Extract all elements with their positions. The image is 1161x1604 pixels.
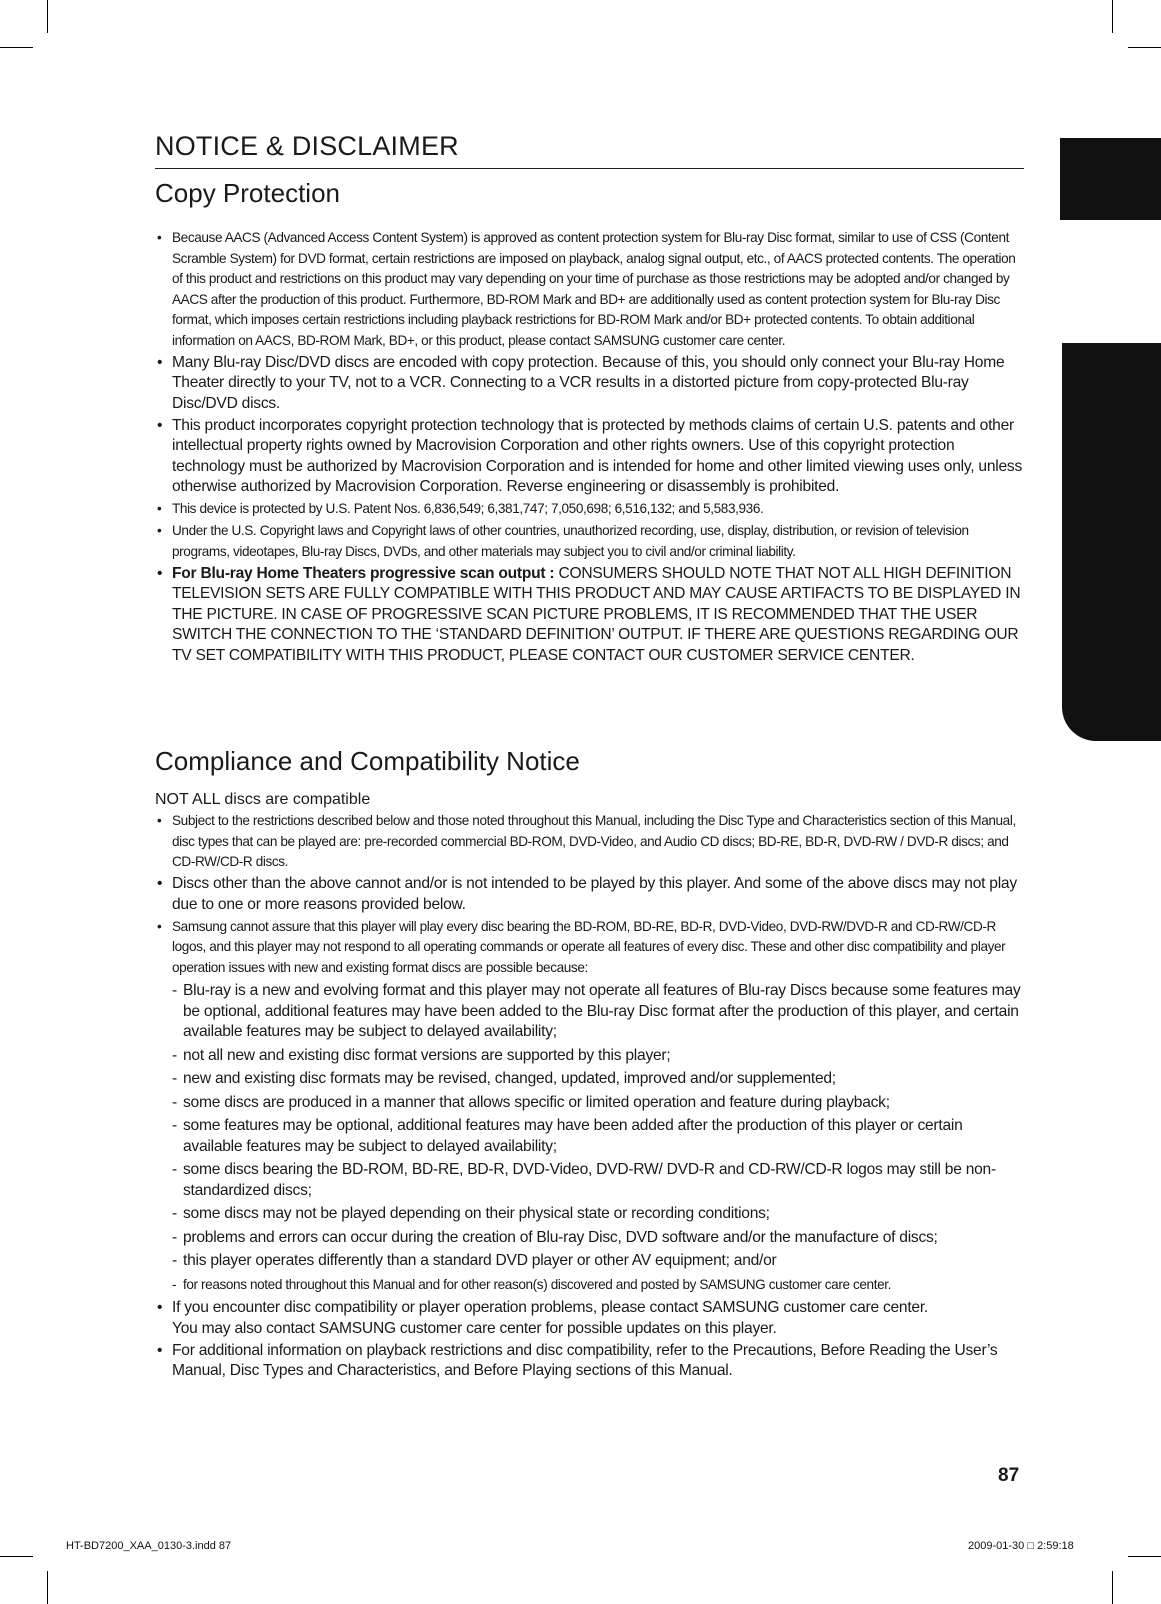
compliance-section: [155, 791, 1025, 1383]
reason-item: - some discs bearing the BD-ROM, BD-RE, BD-R, DVD-Video, DVD-RW/ DVD-R and CD-RW/CD-R logos may still be non-standardized discs;: [172, 1160, 1025, 1201]
page-title: NOTICE & DISCLAIMER: [155, 131, 459, 161]
compliance-subheading: NOT ALL discs are compatible: [155, 791, 371, 808]
list-item: • Subject to the restrictions described below and those noted throughout this Manual, including the Disc Type and Characteristics section of this Manual, disc types that can be played are: pre-recorded commercial BD-ROM, DVD-Video, and Audio CD discs; BD-RE, BD-R, DVD-RW / DVD-R discs; and CD-RW/CD-R discs.: [155, 811, 1025, 873]
crop-mark: [47, 0, 48, 33]
footer-file-slug: HT-BD7200_XAA_0130-3.indd 87: [66, 1540, 232, 1552]
footer-time: 2:59:18: [1037, 1540, 1074, 1552]
contact-line: If you encounter disc compatibility or player operation problems, please contact SAMSUNG customer care center.: [172, 1299, 929, 1316]
crop-mark: [1128, 47, 1161, 48]
section-heading-compliance: Compliance and Compatibility Notice: [155, 746, 580, 776]
reason-item: - problems and errors can occur during the creation of Blu-ray Disc, DVD software and/or the manufacture of discs;: [172, 1228, 1025, 1249]
side-tab-section: [1062, 343, 1161, 741]
footer-date: 2009-01-30: [968, 1540, 1025, 1552]
reason-item: - new and existing disc formats may be revised, changed, updated, improved and/or supplemented;: [172, 1069, 1025, 1090]
reason-item: - some discs may not be played depending on their physical state or recording conditions;: [172, 1204, 1025, 1225]
crop-mark: [47, 1571, 48, 1604]
bold-lead: For Blu-ray Home Theaters progressive scan output :: [172, 564, 555, 582]
reason-item: - some discs are produced in a manner that allows specific or limited operation and feature during playback;: [172, 1093, 1025, 1114]
reason-item: - this player operates differently than a standard DVD player or other AV equipment; and/or: [172, 1251, 1025, 1272]
list-item: • Discs other than the above cannot and/or is not intended to be played by this player. And some of the above discs may not play due to one or more reasons provided below.: [155, 874, 1025, 915]
list-item: [155, 1298, 1025, 1339]
list-item: [155, 917, 1025, 1296]
list-item: • This product incorporates copyright protection technology that is protected by methods claims of certain U.S. patents and other intellectual property rights owned by Macrovision Corporation and other rights owners. Use of this copyright protection technology must be authorized by Macrovision Corporation and is intended for home and other limited viewing uses only, unless otherwise authorized by Macrovision Corporation. Reverse engineering or disassembly is prohibited.: [155, 416, 1025, 498]
list-item: • This device is protected by U.S. Patent Nos. 6,836,549; 6,381,747; 7,050,698; 6,516,132; and 5,583,936.: [155, 499, 1025, 520]
crop-mark: [1128, 1556, 1161, 1557]
list-item: [155, 564, 1025, 667]
section-heading-copy-protection: Copy Protection: [155, 178, 340, 208]
reasons-list: [172, 981, 1025, 1295]
page-number: 87: [998, 1465, 1020, 1486]
reason-item: - for reasons noted throughout this Manual and for other reason(s) discovered and posted by SAMSUNG customer care center.: [172, 1275, 1025, 1296]
side-tab-top: [1060, 138, 1161, 220]
list-item: • Under the U.S. Copyright laws and Copyright laws of other countries, unauthorized recording, use, display, distribution, or revision of television programs, videotapes, Blu-ray Discs, DVDs, and other materials may subject you to civil and/or criminal liability.: [155, 521, 1025, 562]
crop-mark: [1112, 1571, 1113, 1604]
copy-protection-section: [155, 228, 1025, 668]
reason-item: - some features may be optional, additional features may have been added after the production of this player or certain available features may be subject to delayed availability;: [172, 1116, 1025, 1157]
list-item: • Many Blu-ray Disc/DVD discs are encoded with copy protection. Because of this, you should only connect your Blu-ray Home Theater directly to your TV, not to a VCR. Connecting to a VCR results in a distorted picture from copy-protected Blu-ray Disc/DVD discs.: [155, 353, 1025, 415]
contact-line: You may also contact SAMSUNG customer care center for possible updates on this player.: [172, 1319, 777, 1337]
reason-item: - not all new and existing disc format versions are supported by this player;: [172, 1046, 1025, 1067]
list-item: • For additional information on playback restrictions and disc compatibility, refer to the Precautions, Before Reading the User’s Manual, Disc Types and Characteristics, and Before Playing sections of this Manual.: [155, 1341, 1025, 1382]
crop-mark: [0, 47, 33, 48]
footer-timestamp: [968, 1540, 1074, 1552]
reason-item: - Blu-ray is a new and evolving format and this player may not operate all features of Blu-ray Discs because some features may be optional, additional features may have been added to the Blu-ray Disc format after the production of this player, and certain available features may be subject to delayed availability;: [172, 981, 1025, 1043]
list-item: • Because AACS (Advanced Access Content System) is approved as content protection system for Blu-ray Disc format, similar to use of CSS (Content Scramble System) for DVD format, certain restrictions are imposed on playback, analog signal output, etc., of AACS protected contents. The operation of this product and restrictions on this product may vary depending on your time of purchase as those restrictions may be adopted and/or changed by AACS after the production of this product. Furthermore, BD-ROM Mark and BD+ are additionally used as content protection system for Blu-ray Disc format, which imposes certain restrictions including playback restrictions for BD-ROM Mark and/or BD+ protected contents. To obtain additional information on AACS, BD-ROM Mark, BD+, or this product, please contact SAMSUNG customer care center.: [155, 228, 1025, 351]
crop-mark: [0, 1556, 33, 1557]
crop-mark: [1112, 0, 1113, 33]
list-item-text: CONSUMERS SHOULD NOTE THAT NOT ALL HIGH DEFINITION TELEVISION SETS ARE FULLY COMPATIBLE WITH THIS PRODUCT AND MAY CAUSE ARTIFACTS TO BE DISPLAYED IN THE PICTURE. IN CASE OF PROGRESSIVE SCAN PICTURE PROBLEMS, IT IS RECOMMENDED THAT THE USER SWITCH THE CONNECTION TO THE ‘STANDARD DEFINITION’ OUTPUT. IF THERE ARE QUESTIONS REGARDING OUR TV SET COMPATIBILITY WITH THIS PRODUCT, PLEASE CONTACT OUR CUSTOMER SERVICE CENTER.: [172, 564, 1021, 664]
footer-time-glyph: □: [1027, 1540, 1034, 1552]
list-item-text: Samsung cannot assure that this player will play every disc bearing the BD-ROM, BD-RE, BD-R, DVD-Video, DVD-RW/DVD-R and CD-RW/CD-R logos, and this player may not respond to all operating commands or operate all features of every disc. These and other disc compatibility and player operation issues with new and existing format discs are possible because:: [172, 918, 1006, 975]
title-divider: [155, 168, 1024, 169]
